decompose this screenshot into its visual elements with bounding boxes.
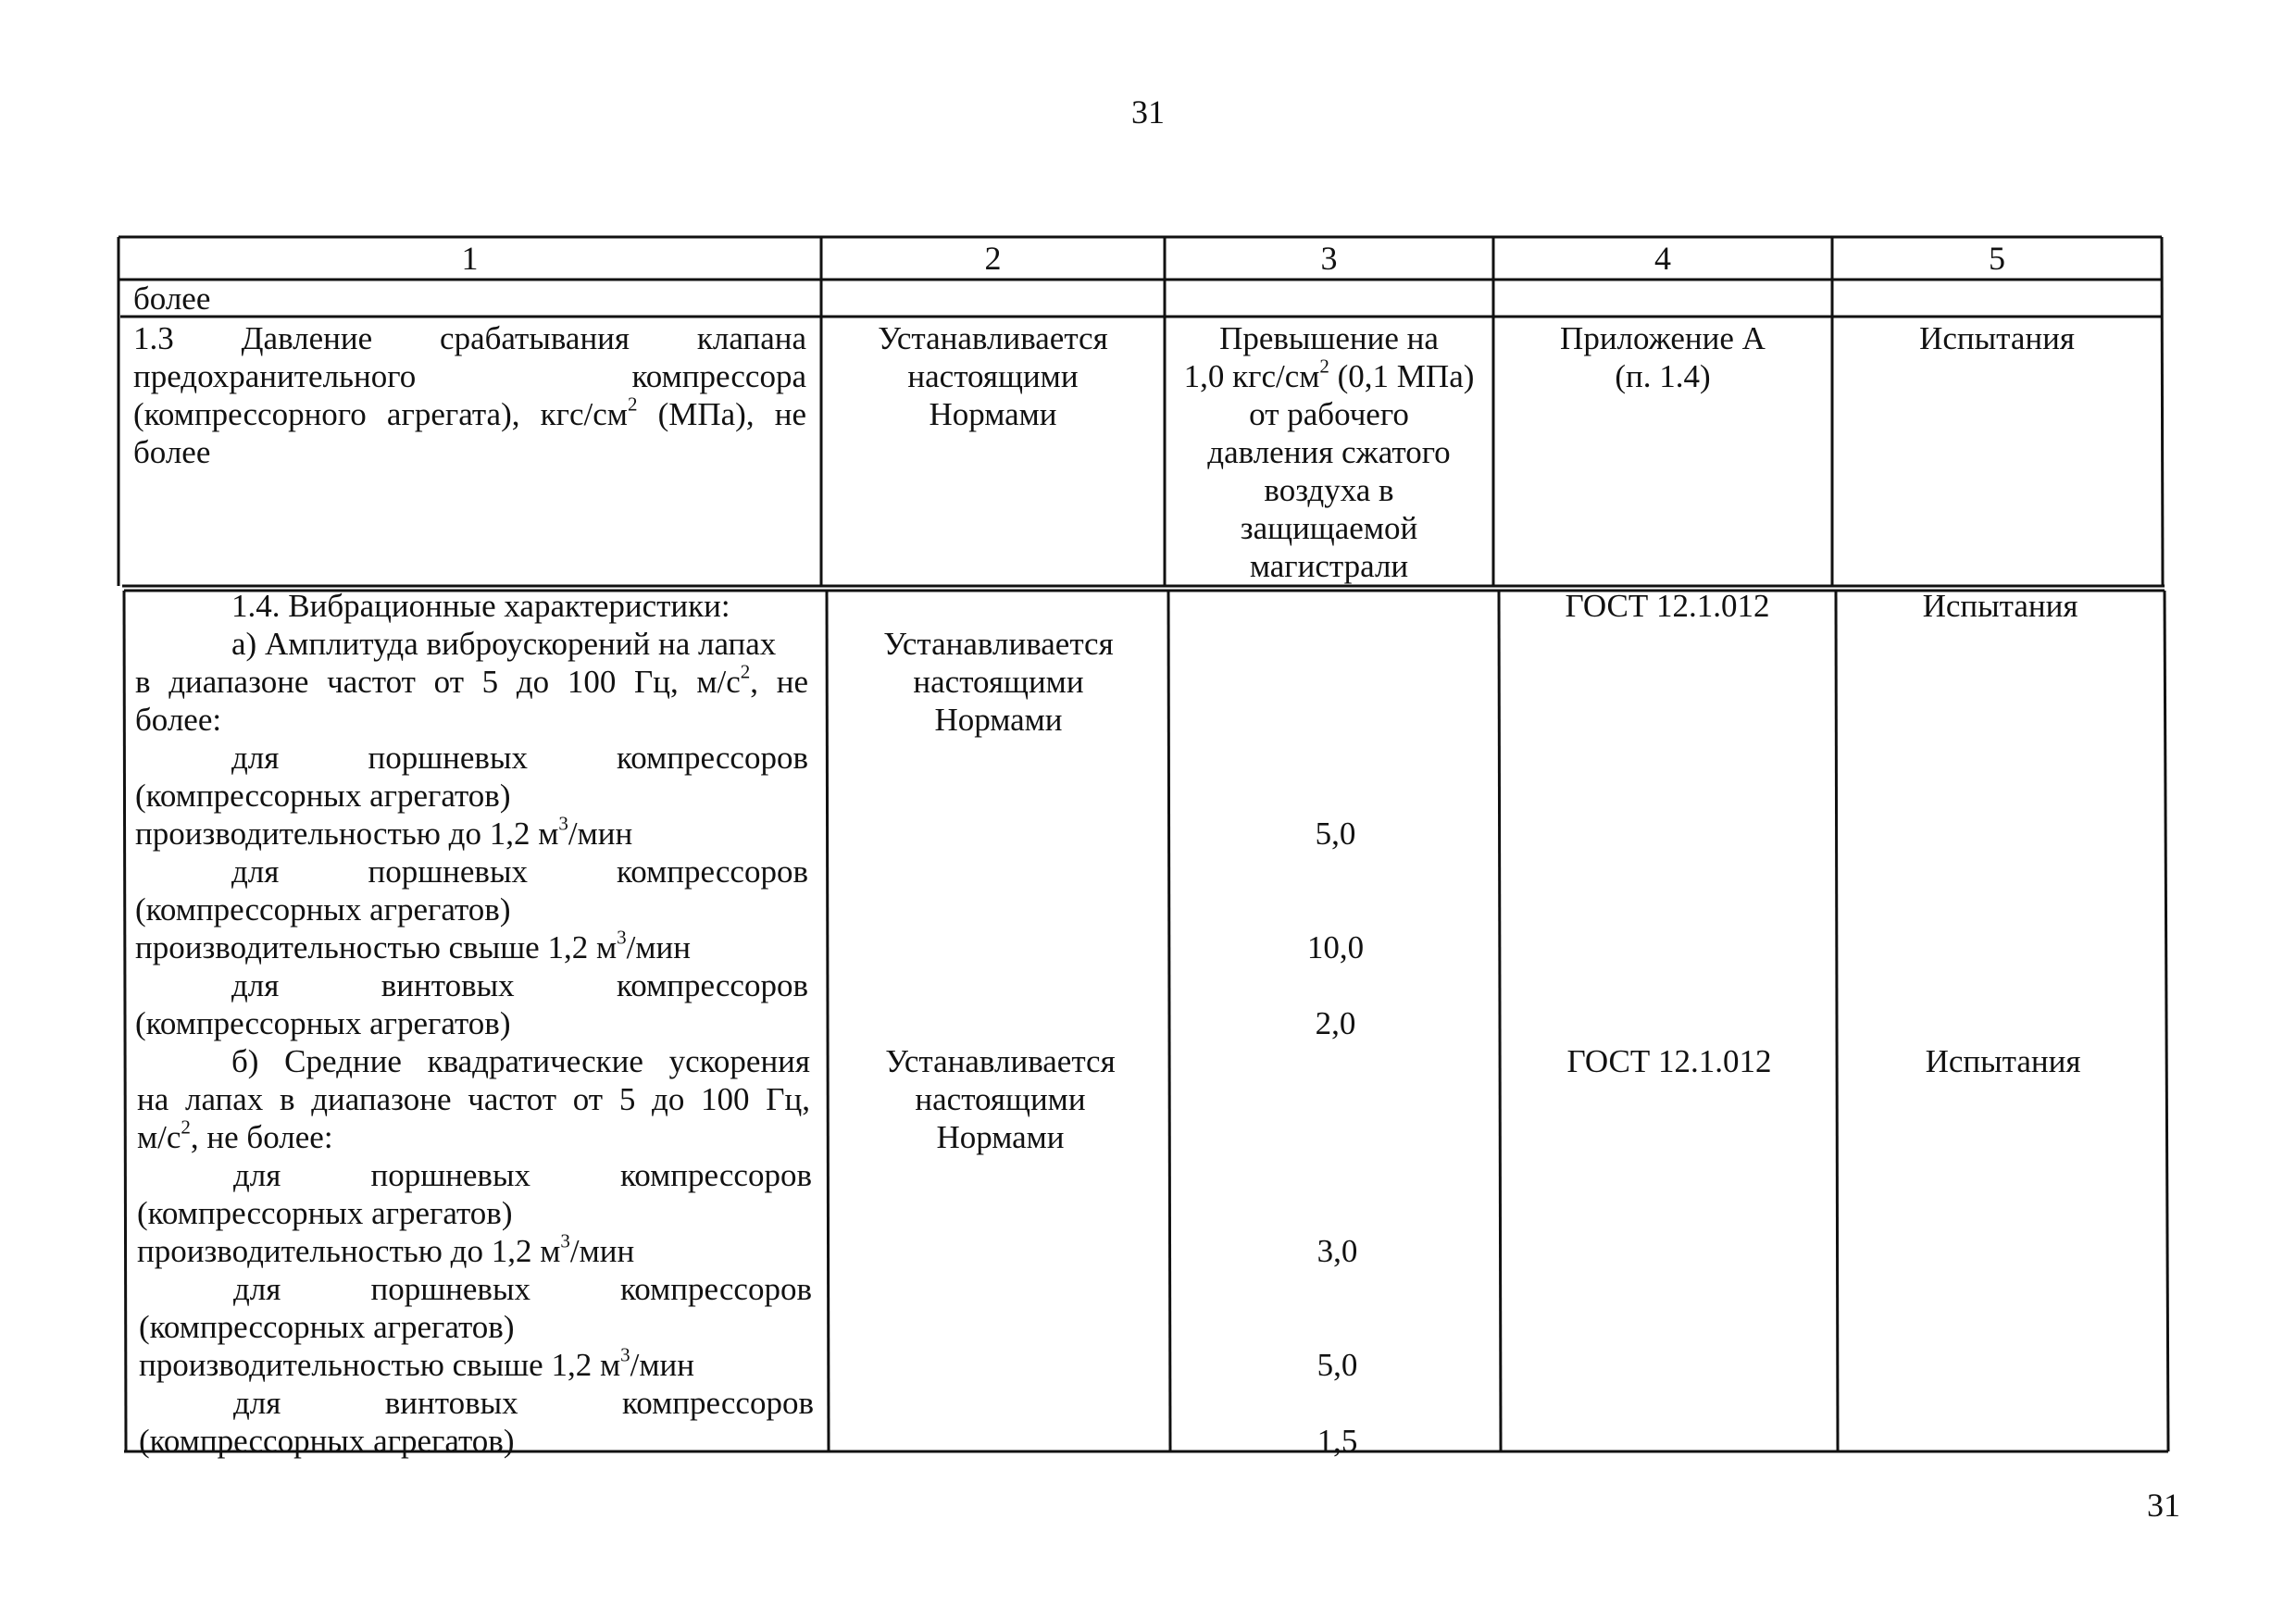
- header-col-5: 5: [1989, 240, 2005, 277]
- row13-col4-line2: (п. 1.4): [1615, 358, 1711, 394]
- row14-a-piston2-line1: для поршневых компрессоров: [231, 853, 808, 890]
- row13-col3-line2: 1,0 кгс/$см^2$ (0,1 МПа): [1183, 355, 1475, 394]
- row14-b-piston1-line3: производительностью до 1,2 $м^3$/мин: [137, 1229, 635, 1269]
- row14-a-line3: более:: [135, 702, 222, 738]
- row14b-col2-line1: Устанавливается: [885, 1043, 1116, 1079]
- value-b-screw: 1,5: [1316, 1423, 1358, 1459]
- row14-b-line2: на лапах в диапазоне частот от 5 до 100 Гц,: [137, 1081, 810, 1117]
- row13-col3-line1: Превышение на: [1219, 320, 1439, 356]
- header-col-1: 1: [461, 240, 479, 277]
- row13-col3-line3: от рабочего: [1249, 396, 1409, 432]
- page-number-bottom: 31: [2147, 1487, 2180, 1524]
- value-b-piston-upto: 3,0: [1316, 1233, 1358, 1269]
- row14-a-piston1-line3: производительностью до 1,2 $м^3$/мин: [135, 812, 633, 852]
- row14-b-screw-line2: (компрессорных агрегатов): [139, 1423, 515, 1459]
- row14b-col4: ГОСТ 12.1.012: [1566, 1043, 1772, 1079]
- row13-col3-line6: защищаемой: [1240, 510, 1418, 546]
- value-a-piston-upto: 5,0: [1315, 816, 1356, 852]
- row13-col3-line4: давления сжатого: [1207, 434, 1451, 470]
- row13-col1-line2: предохранительного компрессора: [133, 358, 806, 394]
- row13-col4-line1: Приложение А: [1560, 320, 1766, 356]
- cell-continuation-text: более: [133, 280, 211, 317]
- row14-b-line1: б) Средние квадратические ускорения: [231, 1043, 810, 1079]
- row14-b-piston2-line3: производительностью свыше 1,2 $м^3$/мин: [139, 1343, 694, 1383]
- row14-b-line3: $м/с^2$, не более:: [137, 1115, 333, 1155]
- row14a-col5: Испытания: [1922, 588, 2078, 624]
- row14a-col2-line3: Нормами: [934, 702, 1063, 738]
- row14a-col2-line1: Устанавливается: [883, 626, 1114, 662]
- value-b-piston-over: 5,0: [1316, 1347, 1358, 1383]
- row14-a-line1: а) Амплитуда виброускорений на лапах: [231, 626, 777, 662]
- row14-a-piston1-line1: для поршневых компрессоров: [231, 740, 808, 776]
- row13-col1-line4: более: [133, 434, 211, 470]
- row14-a-screw-line2: (компрессорных агрегатов): [135, 1005, 511, 1041]
- row14a-col4: ГОСТ 12.1.012: [1565, 588, 1770, 624]
- row14-a-piston1-line2: (компрессорных агрегатов): [135, 778, 511, 814]
- row14b-col2-line3: Нормами: [936, 1119, 1065, 1155]
- row14-title: 1.4. Вибрационные характеристики:: [231, 588, 730, 624]
- row14-a-screw-line1: для винтовых компрессоров: [231, 967, 808, 1003]
- row14-a-piston2-line2: (компрессорных агрегатов): [135, 891, 511, 928]
- header-col-2: 2: [984, 240, 1002, 277]
- row14b-col5: Испытания: [1925, 1043, 2081, 1079]
- row14-a-piston2-line3: производительностью свыше 1,2 $м^3$/мин: [135, 926, 691, 965]
- row13-col2-line3: Нормами: [929, 396, 1057, 432]
- row13-col5: Испытания: [1919, 320, 2075, 356]
- row13-col2-line1: Устанавливается: [878, 320, 1108, 356]
- row14-b-piston1-line1: для поршневых компрессоров: [233, 1157, 812, 1193]
- row13-col3-line7: магистрали: [1249, 548, 1409, 584]
- row14-a-line2: в диапазоне частот от 5 до 100 Гц, $м/с^2$, не: [135, 660, 808, 700]
- row14-b-piston2-line2: (компрессорных агрегатов): [139, 1309, 515, 1345]
- row14-b-piston1-line2: (компрессорных агрегатов): [137, 1195, 513, 1231]
- row14-b-screw-line1: для винтовых компрессоров: [233, 1385, 814, 1421]
- header-col-3: 3: [1320, 240, 1338, 277]
- page-number-top: 31: [1131, 93, 1165, 131]
- row13-col3-line5: воздуха в: [1264, 472, 1394, 508]
- row13-col1-line3: (компрессорного агрегата), кгс/$см^2$ (МПа), не: [133, 392, 806, 432]
- row13-col1-line1: 1.3 Давление срабатывания клапана: [133, 320, 806, 356]
- row14-b-piston2-line1: для поршневых компрессоров: [233, 1271, 812, 1307]
- row13-col2-line2: настоящими: [907, 358, 1079, 394]
- header-col-4: 4: [1654, 240, 1671, 277]
- row14a-col2-line2: настоящими: [913, 664, 1084, 700]
- value-a-piston-over: 10,0: [1306, 929, 1365, 965]
- row14b-col2-line2: настоящими: [915, 1081, 1086, 1117]
- value-a-screw: 2,0: [1315, 1005, 1356, 1041]
